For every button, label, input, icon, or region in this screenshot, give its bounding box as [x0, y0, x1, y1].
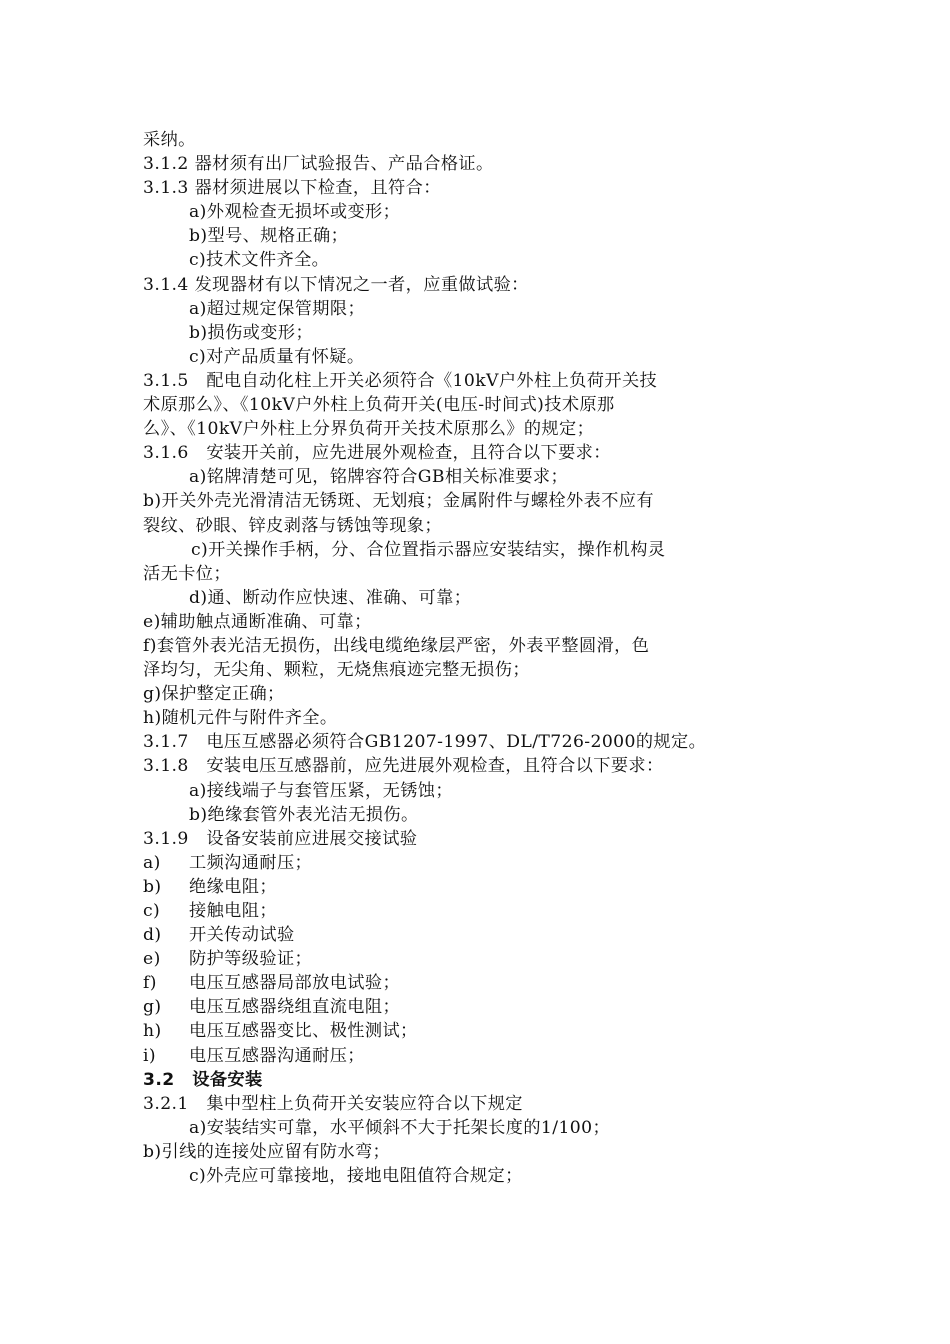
clause-3-1-8: 3.1.8 安装电压互感器前，应先进展外观检查，且符合以下要求：: [143, 756, 664, 777]
test-item-text: 接触电阻；: [189, 901, 277, 921]
test-item-mark: d): [143, 925, 162, 946]
test-item: [143, 851, 813, 875]
test-item-mark: c): [143, 901, 161, 921]
test-item: [143, 947, 813, 971]
list-item: b)型号、规格正确；: [189, 226, 349, 247]
test-item: [143, 875, 813, 899]
test-item: [143, 971, 813, 995]
text-line: 活无卡位；: [143, 563, 231, 584]
list-item: c)外壳应可靠接地，接地电阻值符合规定；: [189, 1166, 523, 1187]
test-item-mark: b): [143, 876, 162, 897]
clause-3-1-4: 3.1.4 发现器材有以下情况之一者，应重做试验：: [143, 274, 529, 295]
test-item: [143, 923, 813, 947]
list-item: a)安装结实可靠，水平倾斜不大于托架长度的1/100；: [189, 1117, 611, 1138]
test-item-text: 防护等级验证；: [189, 949, 313, 970]
list-item: b)引线的连接处应留有防水弯；: [143, 1141, 391, 1162]
list-item: b)开关外壳光滑清洁无锈斑、无划痕；金属附件与螺栓外表不应有: [143, 491, 654, 512]
list-item: a)接线端子与套管压紧，无锈蚀；: [189, 780, 453, 801]
list-item: c)对产品质量有怀疑。: [189, 346, 365, 367]
list-item: d)通、断动作应快速、准确、可靠；: [189, 587, 472, 608]
section-heading: 3.2 设备安装: [143, 1069, 263, 1090]
test-item: [143, 1019, 813, 1043]
test-item-text: 电压互感器沟通耐压；: [189, 1045, 365, 1066]
test-item-mark: e): [143, 949, 161, 970]
clause-3-1-6: 3.1.6 安装开关前，应先进展外观检查，且符合以下要求：: [143, 443, 611, 464]
list-item: c)技术文件齐全。: [189, 250, 330, 271]
clause-3-1-9: 3.1.9 设备安装前应进展交接试验: [143, 828, 418, 849]
list-item: c)开关操作手柄，分、合位置指示器应安装结实，操作机构灵: [191, 539, 666, 560]
test-item-text: 开关传动试验: [189, 925, 295, 946]
list-item: a)超过规定保管期限；: [189, 298, 366, 319]
list-item: f)套管外表光洁无损伤，出线电缆绝缘层严密，外表平整圆滑，色: [143, 635, 650, 656]
list-item: a)铭牌清楚可见，铭牌容符合GB相关标准要求；: [189, 467, 569, 488]
text-line: 泽均匀，无尖角、颗粒，无烧焦痕迹完整无损伤；: [143, 660, 530, 681]
list-item: b)绝缘套管外表光洁无损伤。: [189, 804, 419, 825]
clause-3-1-7: 3.1.7 电压互感器必须符合GB1207-1997、DL/T726-2000的规定。: [143, 732, 707, 753]
test-item-text: 电压互感器绕组直流电阻；: [189, 997, 401, 1018]
test-item-mark: f): [143, 973, 157, 994]
test-item-text: 绝缘电阻；: [189, 876, 277, 897]
clause-3-1-3: 3.1.3 器材须进展以下检查，且符合：: [143, 178, 441, 199]
test-item-mark: g): [143, 997, 162, 1018]
list-item: g)保护整定正确；: [143, 684, 285, 705]
clause-3-2-1: 3.2.1 集中型柱上负荷开关安装应符合以下规定: [143, 1093, 523, 1114]
test-item-text: 电压互感器局部放电试验；: [189, 973, 401, 994]
test-item-text: 电压互感器变比、极性测试；: [189, 1021, 418, 1042]
document-page: [143, 128, 813, 1188]
clause-3-1-5: 3.1.5 配电自动化柱上开关必须符合《10kV户外柱上负荷开关技: [143, 370, 658, 391]
text-line: 采纳。: [143, 130, 196, 150]
test-item-mark: a): [143, 852, 161, 873]
list-item: b)损伤或变形；: [189, 322, 314, 343]
list-item: h)随机元件与附件齐全。: [143, 708, 338, 729]
test-item-text: 工频沟通耐压；: [189, 852, 313, 873]
test-item: [143, 899, 813, 923]
text-line: 裂纹、砂眼、锌皮剥落与锈蚀等现象；: [143, 515, 442, 536]
test-item-mark: h): [143, 1021, 162, 1042]
clause-3-1-2: 3.1.2 器材须有出厂试验报告、产品合格证。: [143, 154, 494, 175]
test-item: [143, 995, 813, 1019]
text-line: 么》、《10kV户外柱上分界负荷开关技术原那么》的规定；: [143, 419, 595, 440]
test-item-mark: i): [143, 1045, 157, 1066]
list-item: e)辅助触点通断准确、可靠；: [143, 611, 372, 632]
list-item: a)外观检查无损坏或变形；: [189, 202, 401, 223]
test-item: [143, 1044, 813, 1068]
text-line: 术原那么》、《10kV户外柱上负荷开关(电压-时间式)技术原那: [143, 395, 615, 416]
